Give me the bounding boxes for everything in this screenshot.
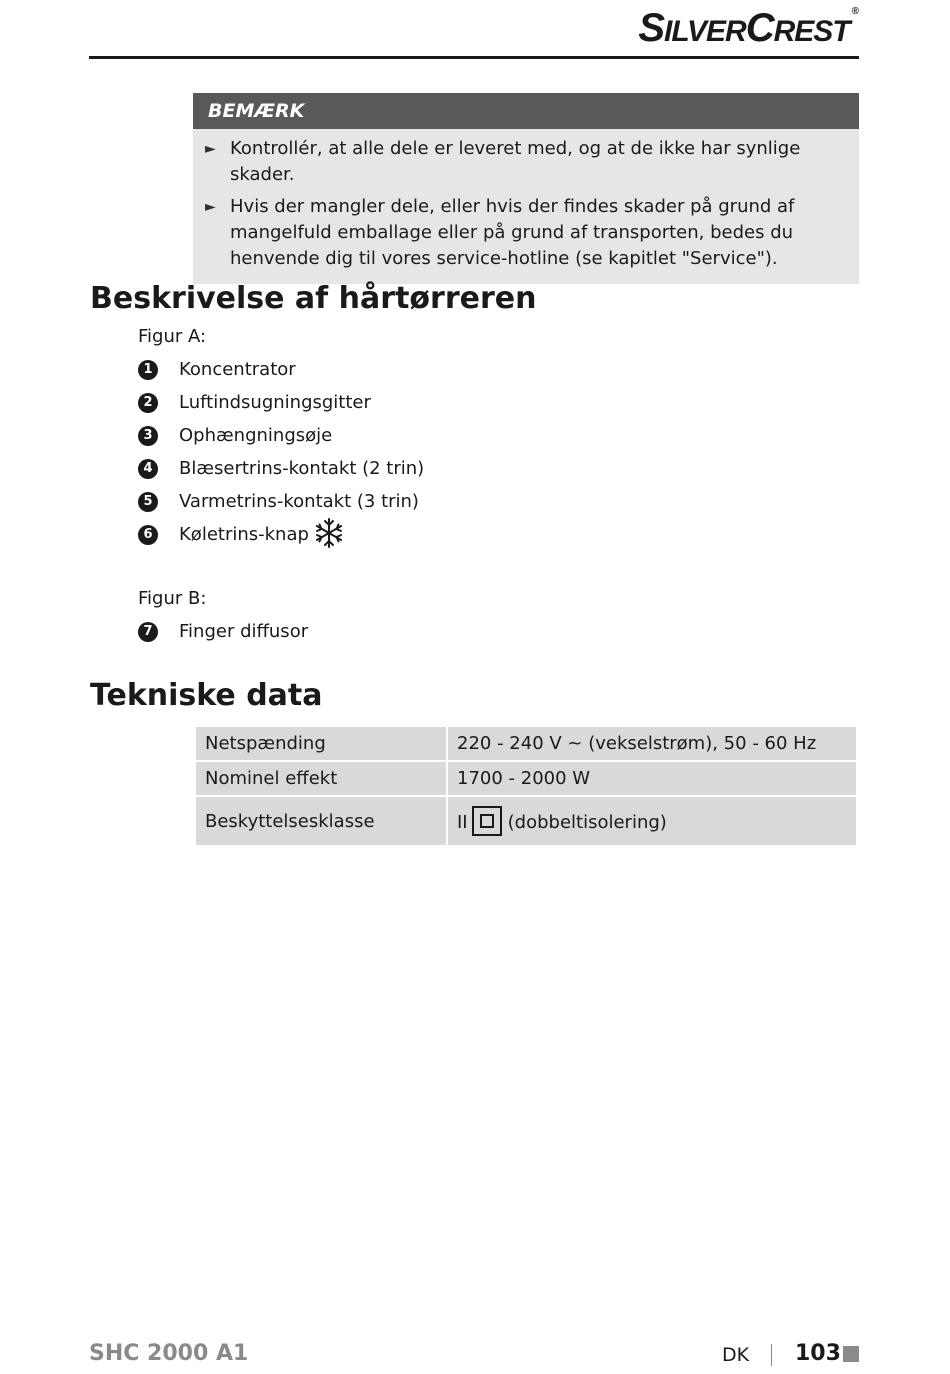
parts-list-b [138, 620, 308, 653]
table-cell-label: Netspænding [195, 726, 447, 761]
footer-divider [771, 1344, 772, 1366]
number-badge: 2 [138, 393, 158, 413]
footer-language: DK [722, 1344, 750, 1366]
note-item: ► Kontrollér, at alle dele er leveret med, og at de ikke har synlige skader. [205, 138, 801, 185]
part-label: Varmetrins-kontakt (3 trin) [179, 491, 419, 512]
number-badge: 4 [138, 459, 158, 479]
page-number: 103 [795, 1341, 841, 1366]
list-item [138, 523, 424, 556]
table-cell-label: Beskyttelsesklasse [195, 796, 447, 846]
section-title-tech: Tekniske data [90, 678, 323, 713]
table-cell-label: Nominel effekt [195, 761, 447, 796]
section-title-description: Beskrivelse af hårtørreren [90, 281, 537, 316]
footer-model: SHC 2000 A1 [89, 1341, 249, 1366]
table-row [195, 796, 857, 846]
arrow-icon: ► [205, 199, 216, 215]
list-item [138, 490, 424, 523]
list-item [138, 457, 424, 490]
header-rule [89, 56, 859, 59]
figure-b-label: Figur B: [138, 588, 207, 609]
note-list [193, 129, 859, 284]
figure-a-label: Figur A: [138, 326, 207, 347]
list-item [138, 391, 424, 424]
snowflake-icon [313, 517, 345, 549]
arrow-icon: ► [205, 141, 216, 157]
part-label: Finger diffusor [179, 621, 309, 642]
number-badge: 5 [138, 492, 158, 512]
tech-table [194, 725, 858, 847]
table-row [195, 761, 857, 796]
note-item: ► Hvis der mangler dele, eller hvis der findes skader på grund af mangelfuld emballage eller på grund af transporten, bedes du henvende dig til vores service-hotline (se kapitlet "Service"). [205, 196, 795, 269]
table-cell-value: II (dobbeltisolering) [447, 796, 857, 846]
part-label: Blæsertrins-kontakt (2 trin) [179, 458, 425, 479]
footer-square-icon [843, 1346, 859, 1362]
list-item [138, 620, 308, 653]
number-badge: 6 [138, 525, 158, 545]
number-badge: 7 [138, 622, 158, 642]
table-cell-value: 220 - 240 V ~ (vekselstrøm), 50 - 60 Hz [447, 726, 857, 761]
part-label: Ophængningsøje [179, 425, 333, 446]
table-row [195, 726, 857, 761]
note-box [193, 93, 859, 284]
part-label: Koncentrator [179, 359, 296, 380]
part-label: Køletrins-knap [179, 524, 309, 545]
note-title: BEMÆRK [193, 93, 859, 129]
number-badge: 3 [138, 426, 158, 446]
list-item [138, 358, 424, 391]
brand-logo: SILVERCREST® [638, 6, 858, 50]
list-item [138, 424, 424, 457]
table-cell-value: 1700 - 2000 W [447, 761, 857, 796]
number-badge: 1 [138, 360, 158, 380]
part-label: Luftindsugningsgitter [179, 392, 371, 413]
double-insulation-icon [472, 806, 502, 836]
parts-list-a [138, 358, 424, 556]
